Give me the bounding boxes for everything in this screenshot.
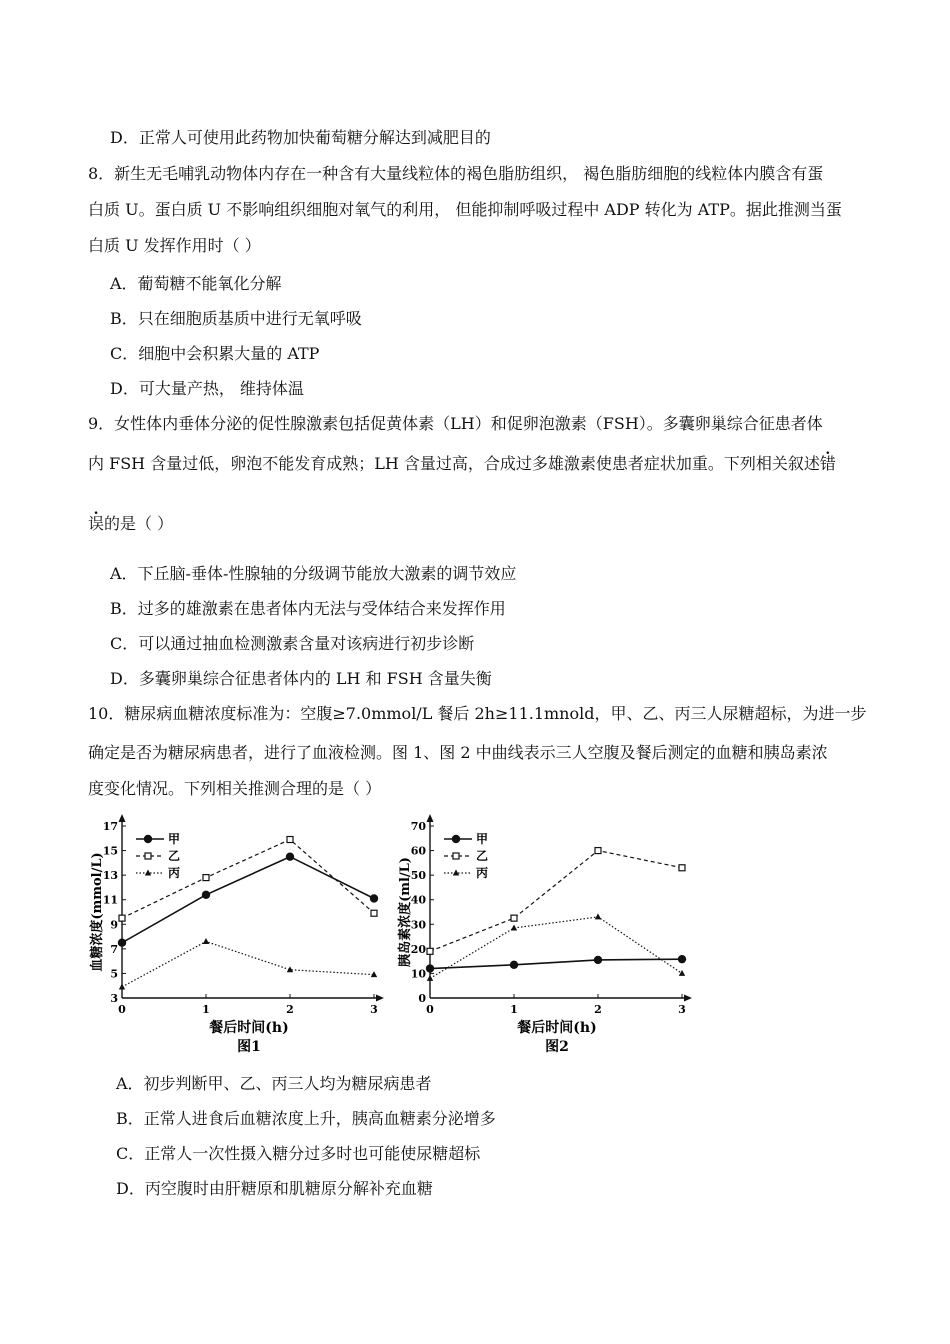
fig1-series-1-point: [202, 891, 210, 899]
fig2-series-1-point: [426, 964, 434, 972]
fig2-x-axis-label: 餐后时间(h): [517, 1020, 597, 1036]
q9-option-c: C．可以通过抽血检测激素含量对该病进行初步诊断: [110, 634, 475, 653]
q8-stem-line-2: 白质 U。蛋白质 U 不影响组织细胞对氧气的利用， 但能抑制呼吸过程中 ADP 转化为 ATP。据此推测当蛋: [88, 200, 842, 219]
fig1-title: 图1: [237, 1039, 261, 1055]
fig2-y-axis-arrow: [427, 814, 434, 822]
fig2-series-2-point: [511, 915, 517, 921]
fig1-series-2-point: [371, 910, 377, 916]
figure-2-chart: [392, 812, 712, 1057]
fig1-series-1-point: [286, 853, 294, 861]
fig1-legend-marker-2: [145, 853, 151, 859]
q8-option-c: C．细胞中会积累大量的 ATP: [110, 344, 320, 363]
fig1-series-1-point: [118, 939, 126, 947]
q9-stem-line-1: 9．女性体内垂体分泌的促性腺激素包括促黄体素（LH）和促卵泡激素（FSH）。多囊卵巢综合征患者体: [88, 414, 823, 433]
fig2-y-tick-label: 60: [410, 844, 426, 858]
q10-stem-line-1: 10．糖尿病血糖浓度标准为：空腹≥7.0mmol/L 餐后 2h≥11.1mnold，甲、乙、丙三人尿糖超标，为进一步: [88, 704, 867, 723]
fig2-series-3-point: [511, 924, 517, 930]
q10-option-d: D．丙空腹时由肝糖原和肌糖原分解补充血糖: [116, 1179, 433, 1198]
fig2-series-3-point: [679, 970, 685, 976]
fig2-legend-marker-2: [453, 853, 459, 859]
fig1-y-tick-label: 13: [102, 869, 118, 883]
fig2-y-axis-label: 胰岛素浓度(ml/L): [398, 857, 413, 967]
fig2-x-tick-label: 0: [426, 1003, 434, 1016]
fig1-legend-label-3: 丙: [168, 866, 181, 880]
fig1-series-3-point: [287, 966, 293, 972]
fig2-x-tick-label: 1: [510, 1003, 518, 1016]
q8-option-d: D．可大量产热， 维持体温: [110, 379, 304, 398]
fig2-series-3-line: [430, 917, 682, 978]
fig1-series-3-point: [119, 983, 125, 989]
q10-option-a: A．初步判断甲、乙、丙三人均为糖尿病患者: [116, 1074, 432, 1093]
fig1-legend-marker-1: [144, 835, 152, 843]
fig1-y-tick-label: 7: [110, 942, 118, 956]
fig1-series-2-point: [287, 837, 293, 843]
fig2-legend-label-1: 甲: [476, 832, 489, 846]
fig1-y-tick-label: 9: [110, 918, 118, 932]
fig1-x-axis-label: 餐后时间(h): [209, 1020, 289, 1036]
q8-stem-line-3: 白质 U 发挥作用时（ ）: [88, 236, 261, 255]
fig1-legend-label-2: 乙: [168, 849, 181, 863]
fig2-series-1-point: [678, 955, 686, 963]
fig2-series-1-line: [430, 959, 682, 968]
fig2-legend-label-3: 丙: [476, 866, 489, 880]
q10-option-b: B．正常人进食后血糖浓度上升，胰高血糖素分泌增多: [116, 1109, 496, 1128]
fig2-series-2-point: [427, 948, 433, 954]
fig2-y-tick-label: 40: [410, 893, 426, 907]
fig1-y-tick-label: 5: [110, 967, 118, 981]
figure-1-chart: [84, 812, 404, 1057]
q9-stem-line-3: [88, 514, 173, 534]
fig2-series-2-line: [430, 851, 682, 952]
fig2-x-tick-label: 2: [594, 1003, 602, 1016]
fig1-series-1-point: [370, 894, 378, 902]
q9-stem-line-2: [88, 454, 836, 474]
fig1-x-axis-arrow: [376, 995, 384, 1002]
q7-option-d: D．正常人可使用此药物加快葡萄糖分解达到减肥目的: [110, 128, 491, 147]
fig2-x-axis-arrow: [684, 995, 692, 1002]
q8-stem-line-1: 8．新生无毛哺乳动物体内存在一种含有大量线粒体的褐色脂肪组织， 褐色脂肪细胞的线粒体内膜含有蛋: [88, 164, 824, 183]
fig1-y-axis-label: 血糖浓度(mmol/L): [90, 852, 105, 972]
q9-stem-line-3-text: 的是（ ）: [104, 514, 174, 533]
fig2-y-tick-label: 10: [410, 967, 426, 981]
fig2-series-1-point: [594, 956, 602, 964]
q10-stem-line-2: 确定是否为糖尿病患者，进行了血液检测。图 1、图 2 中曲线表示三人空腹及餐后测定的血糖和胰岛素浓: [88, 743, 828, 762]
fig1-x-tick-label: 1: [202, 1003, 210, 1016]
q9-option-d: D．多囊卵巢综合征患者体内的 LH 和 FSH 含量失衡: [110, 669, 492, 688]
fig1-y-axis-arrow: [119, 814, 126, 822]
fig1-series-3-line: [122, 941, 374, 986]
fig2-series-2-point: [595, 848, 601, 854]
q9-stem-line-2-text: 内 FSH 含量过低，卵泡不能发育成熟；LH 含量过高，合成过多雄激素使患者症状加重。下列相关叙述: [88, 454, 820, 473]
fig1-legend-label-1: 甲: [168, 832, 181, 846]
fig2-y-tick-label: 20: [410, 942, 426, 956]
fig2-y-tick-label: 30: [410, 918, 426, 932]
fig2-x-tick-label: 3: [678, 1003, 686, 1016]
fig2-legend-marker-1: [452, 835, 460, 843]
fig2-title: 图2: [545, 1039, 569, 1055]
q9-option-a: A．下丘脑-垂体-性腺轴的分级调节能放大激素的调节效应: [110, 564, 517, 583]
fig2-y-tick-label: 50: [410, 869, 426, 883]
fig1-x-tick-label: 2: [286, 1003, 294, 1016]
fig1-y-tick-label: 17: [102, 820, 118, 833]
fig1-series-2-point: [119, 915, 125, 921]
fig2-legend-label-2: 乙: [476, 849, 489, 863]
q10-option-c: C．正常人一次性摄入糖分过多时也可能使尿糖超标: [116, 1144, 481, 1163]
fig1-series-2-point: [203, 875, 209, 881]
fig2-series-3-point: [427, 975, 433, 981]
q8-option-b: B．只在细胞质基质中进行无氧呼吸: [110, 309, 362, 328]
q9-option-b: B．过多的雄激素在患者体内无法与受体结合来发挥作用: [110, 599, 506, 618]
fig1-x-tick-label: 0: [118, 1003, 126, 1016]
fig2-series-1-point: [510, 961, 518, 969]
fig1-x-tick-label: 3: [370, 1003, 378, 1016]
fig2-series-3-point: [595, 913, 601, 919]
q8-option-a: A．葡萄糖不能氧化分解: [110, 274, 282, 293]
fig1-y-tick-label: 11: [102, 893, 118, 907]
fig1-y-tick-label: 15: [102, 844, 118, 858]
fig1-y-tick-label: 3: [110, 992, 118, 1005]
fig2-y-tick-label: 70: [410, 820, 426, 833]
fig1-series-3-point: [203, 938, 209, 944]
q10-stem-line-3: 度变化情况。下列相关推测合理的是（ ）: [88, 779, 382, 798]
fig2-y-tick-label: 0: [418, 992, 426, 1005]
q9-emphasis-char-1: 错: [819, 454, 836, 473]
q9-emphasis-char-2: 误: [88, 514, 105, 533]
fig2-series-2-point: [679, 865, 685, 871]
